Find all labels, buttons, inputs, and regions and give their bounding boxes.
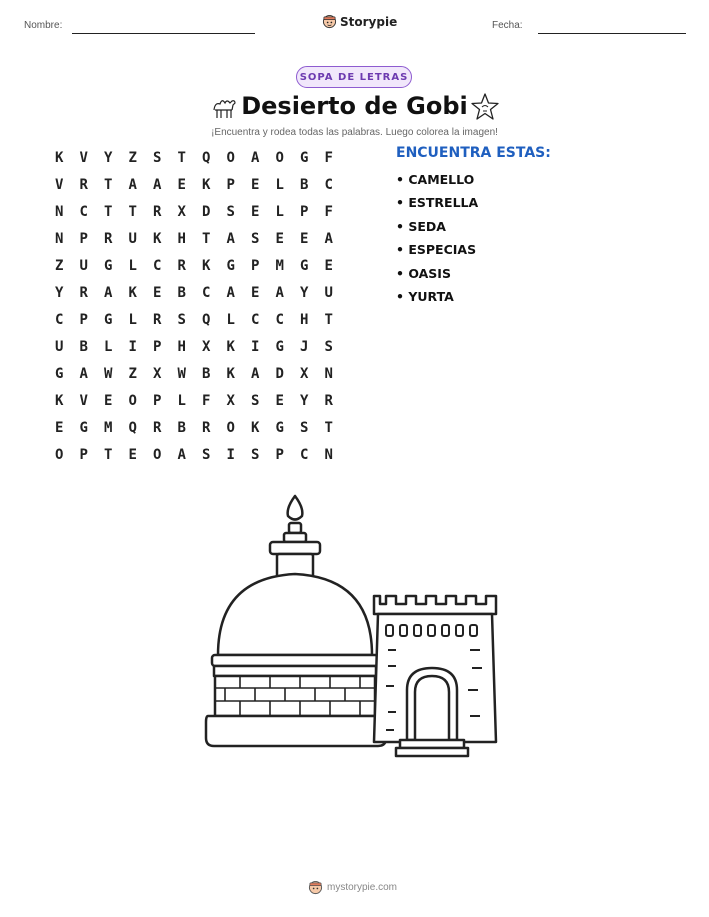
grid-row bbox=[47, 199, 341, 226]
grid-cell[interactable]: G bbox=[275, 420, 284, 436]
grid-cell[interactable]: N bbox=[324, 447, 333, 463]
grid-cell[interactable]: Z bbox=[55, 258, 64, 274]
grid-cell[interactable]: O bbox=[55, 447, 64, 463]
grid-cell[interactable]: C bbox=[153, 258, 162, 274]
word-item: • OASIS bbox=[396, 264, 478, 287]
grid-cell[interactable]: T bbox=[324, 312, 333, 328]
grid-cell[interactable]: R bbox=[177, 258, 186, 274]
grid-row bbox=[47, 361, 341, 388]
grid-cell[interactable]: X bbox=[177, 204, 186, 220]
grid-row bbox=[47, 145, 341, 172]
grid-cell[interactable]: Y bbox=[300, 285, 309, 301]
grid-cell[interactable]: E bbox=[153, 285, 162, 301]
grid-cell[interactable]: T bbox=[177, 150, 186, 166]
grid-cell[interactable]: S bbox=[226, 204, 235, 220]
grid-cell[interactable]: T bbox=[202, 231, 211, 247]
grid-cell[interactable]: P bbox=[226, 177, 235, 193]
grid-cell[interactable]: R bbox=[202, 420, 211, 436]
grid-cell[interactable]: I bbox=[226, 447, 235, 463]
grid-cell[interactable]: U bbox=[55, 339, 64, 355]
grid-cell[interactable]: S bbox=[300, 420, 309, 436]
grid-cell[interactable]: H bbox=[177, 339, 186, 355]
grid-cell[interactable]: K bbox=[226, 366, 235, 382]
grid-cell[interactable]: E bbox=[300, 231, 309, 247]
grid-cell[interactable]: R bbox=[79, 177, 88, 193]
grid-cell[interactable]: P bbox=[300, 204, 309, 220]
grid-row bbox=[47, 280, 341, 307]
grid-cell[interactable]: A bbox=[251, 150, 260, 166]
storypie-mascot-icon bbox=[322, 14, 337, 29]
grid-cell[interactable]: R bbox=[153, 420, 162, 436]
grid-cell[interactable]: S bbox=[251, 447, 260, 463]
grid-cell[interactable]: S bbox=[251, 231, 260, 247]
grid-cell[interactable]: Q bbox=[202, 150, 211, 166]
grid-cell[interactable]: E bbox=[275, 393, 284, 409]
grid-cell[interactable]: E bbox=[177, 177, 186, 193]
word-list bbox=[396, 170, 478, 310]
grid-cell[interactable]: D bbox=[275, 366, 284, 382]
star-icon bbox=[470, 92, 500, 122]
grid-cell[interactable]: V bbox=[55, 177, 64, 193]
grid-cell[interactable]: A bbox=[104, 285, 113, 301]
grid-cell[interactable]: A bbox=[226, 285, 235, 301]
grid-cell[interactable]: I bbox=[128, 339, 137, 355]
grid-cell[interactable]: R bbox=[324, 393, 333, 409]
grid-cell[interactable]: E bbox=[104, 393, 113, 409]
grid-cell[interactable]: G bbox=[226, 258, 235, 274]
grid-cell[interactable]: G bbox=[79, 420, 88, 436]
grid-cell[interactable]: E bbox=[251, 204, 260, 220]
grid-cell[interactable]: O bbox=[153, 447, 162, 463]
grid-row bbox=[47, 415, 341, 442]
grid-cell[interactable]: C bbox=[55, 312, 64, 328]
grid-cell[interactable]: E bbox=[128, 447, 137, 463]
grid-cell[interactable]: O bbox=[128, 393, 137, 409]
word-list-title: ENCUENTRA ESTAS: bbox=[396, 145, 551, 161]
grid-cell[interactable]: B bbox=[202, 366, 211, 382]
grid-cell[interactable]: P bbox=[79, 447, 88, 463]
grid-cell[interactable]: L bbox=[275, 204, 284, 220]
word-item: • ESTRELLA bbox=[396, 193, 478, 216]
grid-cell[interactable]: S bbox=[153, 150, 162, 166]
grid-cell[interactable]: O bbox=[226, 420, 235, 436]
date-field-line[interactable] bbox=[538, 33, 686, 34]
grid-cell[interactable]: Y bbox=[55, 285, 64, 301]
grid-cell[interactable]: I bbox=[251, 339, 260, 355]
grid-cell[interactable]: J bbox=[300, 339, 309, 355]
grid-cell[interactable]: P bbox=[79, 312, 88, 328]
grid-cell[interactable]: F bbox=[324, 204, 333, 220]
grid-cell[interactable]: E bbox=[275, 231, 284, 247]
grid-cell[interactable]: G bbox=[104, 312, 113, 328]
grid-cell[interactable]: U bbox=[324, 285, 333, 301]
grid-cell[interactable]: L bbox=[104, 339, 113, 355]
grid-cell[interactable]: S bbox=[324, 339, 333, 355]
footer-url: mystorypie.com bbox=[327, 882, 398, 893]
grid-cell[interactable]: P bbox=[79, 231, 88, 247]
word-item: • CAMELLO bbox=[396, 170, 478, 193]
grid-cell[interactable]: G bbox=[104, 258, 113, 274]
grid-cell[interactable]: S bbox=[177, 312, 186, 328]
grid-cell[interactable]: A bbox=[226, 231, 235, 247]
grid-cell[interactable]: Q bbox=[202, 312, 211, 328]
grid-cell[interactable]: C bbox=[79, 204, 88, 220]
domed-temple-and-gate-illustration bbox=[200, 490, 510, 760]
grid-cell[interactable]: C bbox=[324, 177, 333, 193]
grid-cell[interactable]: X bbox=[300, 366, 309, 382]
grid-cell[interactable]: V bbox=[79, 393, 88, 409]
letter-grid bbox=[47, 145, 341, 469]
grid-row bbox=[47, 172, 341, 199]
grid-cell[interactable]: Q bbox=[128, 420, 137, 436]
grid-cell[interactable]: A bbox=[177, 447, 186, 463]
date-label: Fecha: bbox=[492, 20, 523, 31]
name-label: Nombre: bbox=[24, 20, 63, 31]
brand-name: Storypie bbox=[340, 14, 398, 29]
grid-cell[interactable]: T bbox=[104, 177, 113, 193]
grid-cell[interactable]: L bbox=[128, 258, 137, 274]
page-title: Desierto de Gobi bbox=[241, 92, 468, 120]
grid-cell[interactable]: R bbox=[153, 312, 162, 328]
grid-cell[interactable]: E bbox=[324, 258, 333, 274]
grid-row bbox=[47, 253, 341, 280]
grid-cell[interactable]: K bbox=[226, 339, 235, 355]
word-item: • SEDA bbox=[396, 217, 478, 240]
grid-cell[interactable]: E bbox=[251, 285, 260, 301]
grid-cell[interactable]: Y bbox=[104, 150, 113, 166]
grid-cell[interactable]: D bbox=[202, 204, 211, 220]
grid-cell[interactable]: G bbox=[275, 339, 284, 355]
grid-cell[interactable]: A bbox=[153, 177, 162, 193]
grid-cell[interactable]: E bbox=[251, 177, 260, 193]
name-field-line[interactable] bbox=[72, 33, 255, 34]
grid-cell[interactable]: X bbox=[202, 339, 211, 355]
grid-cell[interactable]: A bbox=[79, 366, 88, 382]
grid-cell[interactable]: X bbox=[153, 366, 162, 382]
grid-cell[interactable]: H bbox=[177, 231, 186, 247]
grid-cell[interactable]: M bbox=[104, 420, 113, 436]
grid-cell[interactable]: S bbox=[202, 447, 211, 463]
grid-cell[interactable]: B bbox=[300, 177, 309, 193]
grid-cell[interactable]: V bbox=[79, 150, 88, 166]
instructions: ¡Encuentra y rodea todas las palabras. Luego colorea la imagen! bbox=[211, 127, 498, 138]
grid-cell[interactable]: B bbox=[177, 420, 186, 436]
grid-cell[interactable]: L bbox=[177, 393, 186, 409]
grid-cell[interactable]: R bbox=[104, 231, 113, 247]
grid-cell[interactable]: X bbox=[226, 393, 235, 409]
grid-cell[interactable]: A bbox=[251, 366, 260, 382]
grid-cell[interactable]: L bbox=[128, 312, 137, 328]
grid-cell[interactable]: U bbox=[128, 231, 137, 247]
grid-cell[interactable]: G bbox=[300, 150, 309, 166]
grid-cell[interactable]: T bbox=[128, 204, 137, 220]
word-search-badge: SOPA DE LETRAS bbox=[296, 66, 412, 88]
word-item: • ESPECIAS bbox=[396, 240, 478, 263]
grid-cell[interactable]: K bbox=[202, 258, 211, 274]
grid-cell[interactable]: B bbox=[177, 285, 186, 301]
grid-cell[interactable]: R bbox=[79, 285, 88, 301]
grid-cell[interactable]: W bbox=[177, 366, 186, 382]
grid-row bbox=[47, 226, 341, 253]
grid-cell[interactable]: M bbox=[275, 258, 284, 274]
grid-cell[interactable]: K bbox=[202, 177, 211, 193]
grid-cell[interactable]: L bbox=[275, 177, 284, 193]
grid-cell[interactable]: T bbox=[104, 204, 113, 220]
grid-cell[interactable]: A bbox=[275, 285, 284, 301]
grid-cell[interactable]: K bbox=[55, 393, 64, 409]
brand-logo bbox=[322, 14, 397, 29]
grid-cell[interactable]: A bbox=[324, 231, 333, 247]
grid-row bbox=[47, 334, 341, 361]
grid-cell[interactable]: N bbox=[324, 366, 333, 382]
grid-cell[interactable]: P bbox=[251, 258, 260, 274]
grid-cell[interactable]: C bbox=[202, 285, 211, 301]
grid-cell[interactable]: N bbox=[55, 231, 64, 247]
grid-cell[interactable]: O bbox=[275, 150, 284, 166]
grid-cell[interactable]: H bbox=[300, 312, 309, 328]
grid-cell[interactable]: Y bbox=[300, 393, 309, 409]
grid-cell[interactable]: P bbox=[153, 393, 162, 409]
grid-cell[interactable]: S bbox=[251, 393, 260, 409]
grid-cell[interactable]: G bbox=[55, 366, 64, 382]
grid-cell[interactable]: G bbox=[300, 258, 309, 274]
grid-cell[interactable]: Z bbox=[128, 150, 137, 166]
grid-row bbox=[47, 388, 341, 415]
storypie-mascot-icon bbox=[308, 880, 323, 895]
grid-cell[interactable]: C bbox=[300, 447, 309, 463]
grid-cell[interactable]: U bbox=[79, 258, 88, 274]
grid-cell[interactable]: E bbox=[55, 420, 64, 436]
grid-cell[interactable]: K bbox=[128, 285, 137, 301]
grid-cell[interactable]: R bbox=[153, 204, 162, 220]
grid-cell[interactable]: T bbox=[324, 420, 333, 436]
grid-cell[interactable]: F bbox=[202, 393, 211, 409]
grid-cell[interactable]: K bbox=[251, 420, 260, 436]
grid-cell[interactable]: C bbox=[251, 312, 260, 328]
grid-cell[interactable]: P bbox=[153, 339, 162, 355]
grid-cell[interactable]: F bbox=[324, 150, 333, 166]
grid-cell[interactable]: L bbox=[226, 312, 235, 328]
grid-cell[interactable]: P bbox=[275, 447, 284, 463]
grid-cell[interactable]: K bbox=[153, 231, 162, 247]
grid-cell[interactable]: O bbox=[226, 150, 235, 166]
grid-cell[interactable]: C bbox=[275, 312, 284, 328]
grid-cell[interactable]: A bbox=[128, 177, 137, 193]
grid-row bbox=[47, 442, 341, 469]
grid-cell[interactable]: N bbox=[55, 204, 64, 220]
grid-cell[interactable]: Z bbox=[128, 366, 137, 382]
grid-cell[interactable]: W bbox=[104, 366, 113, 382]
grid-cell[interactable]: T bbox=[104, 447, 113, 463]
word-item: • YURTA bbox=[396, 287, 478, 310]
footer bbox=[308, 880, 397, 895]
grid-row bbox=[47, 307, 341, 334]
grid-cell[interactable]: B bbox=[79, 339, 88, 355]
grid-cell[interactable]: K bbox=[55, 150, 64, 166]
